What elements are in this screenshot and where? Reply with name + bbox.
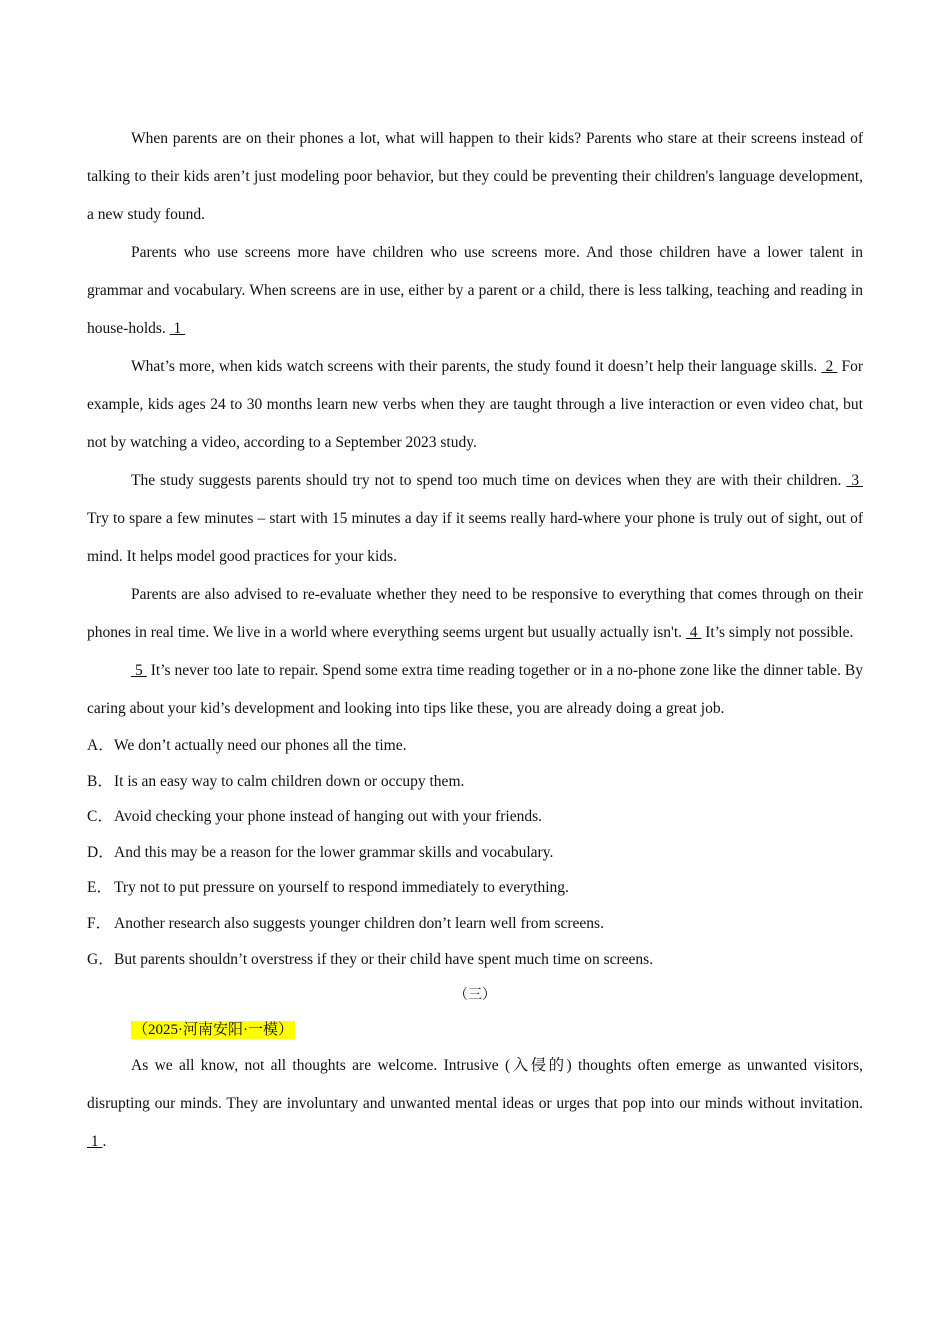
document-page [87, 120, 863, 1161]
paragraph-text: Try to spare a few minutes – start with 15 minutes a day if it seems really hard-where your phone is truly out of sight, out of mind. It helps model good practices for your kids. [87, 510, 863, 565]
option-text: But parents shouldn’t overstress if they or their child have spent much time on screens. [114, 950, 654, 968]
option-text: Try not to put pressure on yourself to respond immediately to everything. [114, 879, 569, 897]
section-title: （三） [454, 987, 496, 1004]
source-line [87, 1013, 863, 1047]
passage-paragraph-4 [87, 462, 863, 576]
paragraph-text: What’s more, when kids watch screens with their parents, the study found it doesn’t help their language skills. [131, 358, 822, 375]
passage-paragraph-5 [87, 576, 863, 652]
option-a [87, 728, 863, 764]
passage-paragraph-6 [87, 652, 863, 728]
option-letter: D． [87, 843, 114, 861]
option-text: Another research also suggests younger children don’t learn well from screens. [114, 914, 604, 932]
option-c [87, 799, 863, 835]
answer-blank-1: 1 [87, 1133, 103, 1151]
answer-blank-3: 3 [846, 472, 863, 489]
option-letter: E． [87, 879, 112, 897]
paragraph-text: For example, kids ages 24 to 30 months learn new verbs when they are taught through a live interaction or even video chat, but not by watching a video, according to a September 2023 study. [87, 358, 863, 451]
option-letter: A． [87, 737, 114, 754]
answer-options [87, 728, 863, 977]
option-d [87, 835, 863, 871]
option-text: And this may be a reason for the lower grammar skills and vocabulary. [114, 843, 554, 861]
answer-blank-2: 2 [821, 358, 838, 375]
paragraph-text: Parents who use screens more have children who use screens more. And those children have a lower talent in grammar and vocabulary. When screens are in use, either by a parent or a child, there is less talking, teaching and reading in house-holds. [87, 244, 863, 337]
passage-paragraph-3 [87, 348, 863, 462]
passage-paragraph-1 [87, 120, 863, 234]
option-letter: G． [87, 950, 114, 968]
answer-blank-5: 5 [131, 662, 147, 679]
option-letter: B． [87, 772, 113, 790]
passage-paragraph-2 [87, 234, 863, 348]
paragraph-text: . [102, 1133, 107, 1151]
source-tag: （2025·河南安阳·一模） [133, 1022, 293, 1039]
option-letter: F． [87, 914, 112, 932]
paragraph-text: When parents are on their phones a lot, what will happen to their kids? Parents who stare at their screens instead of talking to their kids aren’t just modeling poor behavior, but they could be preventing their children's language development, a new study found. [87, 130, 863, 223]
option-g [87, 942, 863, 978]
paragraph-text: Parents are also advised to re-evaluate whether they need to be responsive to everything that comes through on their phones in real time. We live in a world where everything seems urgent but usually actually isn't. [87, 586, 863, 641]
paragraph-text: As we all know, not all thoughts are welcome. Intrusive (入侵的) thoughts often emerge as unwanted visitors, disrupting our minds. They are involuntary and unwanted mental ideas or urges that pop into our minds without invitation. [87, 1057, 863, 1113]
answer-blank-4: 4 [685, 624, 702, 641]
paragraph-text: The study suggests parents should try not to spend too much time on devices when they are with their children. [131, 472, 847, 489]
option-b [87, 764, 863, 800]
section3-paragraph-1 [87, 1047, 863, 1161]
option-f [87, 906, 863, 942]
option-letter: C． [87, 808, 113, 826]
option-text: It is an easy way to calm children down or occupy them. [114, 772, 465, 790]
option-e [87, 870, 863, 906]
answer-blank-1: 1 [169, 320, 186, 337]
option-text: Avoid checking your phone instead of hanging out with your friends. [114, 808, 543, 826]
option-text: We don’t actually need our phones all the time. [114, 737, 407, 754]
paragraph-text: It’s never too late to repair. Spend some extra time reading together or in a no-phone zone like the dinner table. By caring about your kid’s development and looking into tips like these, you are already doing a great job. [87, 662, 864, 717]
paragraph-text: It’s simply not possible. [701, 624, 854, 641]
